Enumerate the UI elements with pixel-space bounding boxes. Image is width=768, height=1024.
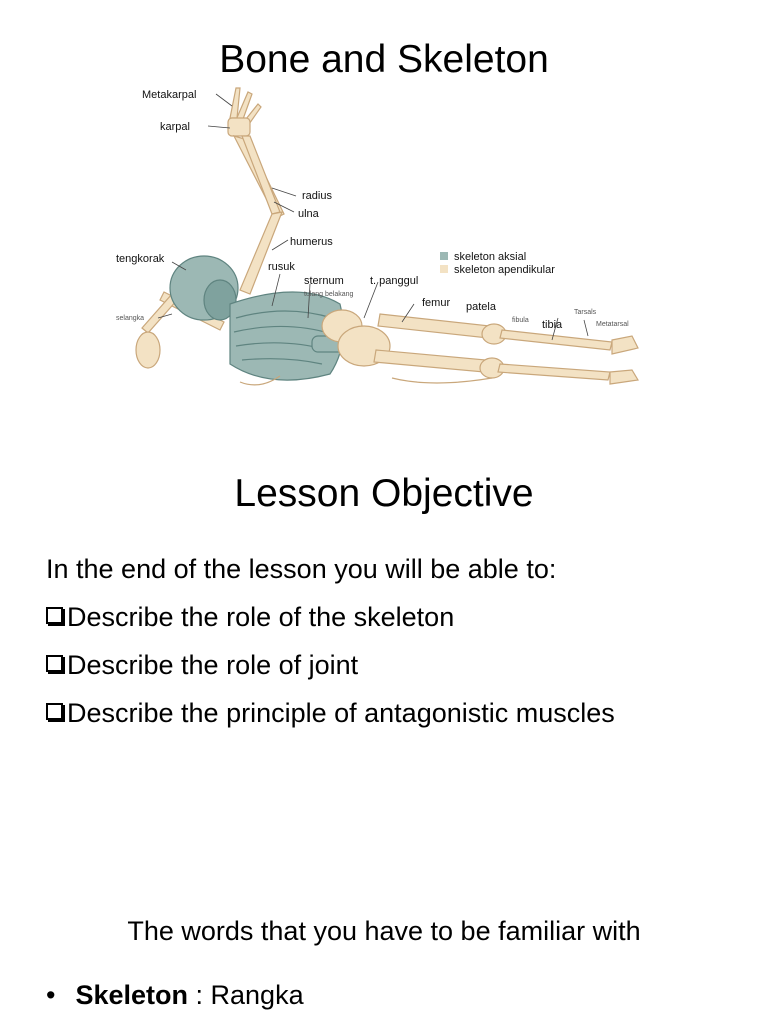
vocabulary-item — [46, 980, 304, 1011]
label-femur: femur — [422, 297, 451, 309]
bullet-icon: • — [46, 980, 56, 1010]
label-tulang-belakang: tulang belakang — [304, 291, 354, 298]
label-tarsals: Tarsals — [574, 309, 597, 316]
legend-swatch-axial — [440, 252, 448, 260]
legend-axial: skeleton aksial — [454, 251, 527, 263]
objective-item-text: Describe the principle of antagonistic muscles — [67, 698, 615, 728]
page-title: Bone and Skeleton — [219, 38, 549, 81]
label-selangka: selangka — [116, 315, 145, 322]
checkbox-square-icon — [46, 703, 63, 720]
label-t-panggul: t. panggul — [370, 275, 419, 287]
checkbox-square-icon — [46, 607, 63, 624]
label-patela: patela — [466, 301, 496, 313]
vocab-term: Skeleton — [75, 980, 188, 1010]
list-item — [46, 593, 746, 641]
label-sternum: sternum — [304, 275, 344, 287]
objective-item-text: Describe the role of the skeleton — [67, 602, 455, 632]
legend-swatch-appendicular — [440, 265, 448, 273]
label-tibia: tibia — [542, 319, 563, 331]
objective-item-text: Describe the role of joint — [67, 650, 359, 680]
label-humerus: humerus — [290, 236, 333, 248]
skeleton-illustration — [112, 78, 642, 398]
label-rusuk: rusuk — [268, 261, 295, 273]
list-item — [46, 689, 746, 737]
label-radius: radius — [302, 190, 332, 202]
label-metatarsal: Metatarsal — [596, 321, 629, 328]
objective-list — [46, 545, 746, 737]
label-karpal: karpal — [160, 121, 190, 133]
label-metakarpal: Metakarpal — [142, 89, 197, 101]
label-fibula: fibula — [512, 317, 529, 324]
vocab-translation: Rangka — [210, 980, 304, 1010]
objective-intro: In the end of the lesson you will be able to: — [46, 554, 557, 584]
label-tengkorak: tengkorak — [116, 253, 165, 265]
checkbox-square-icon — [46, 655, 63, 672]
legend-appendicular: skeleton apendikular — [454, 264, 555, 276]
section-title-objective: Lesson Objective — [234, 472, 534, 515]
list-item — [46, 641, 746, 689]
vocab-separator: : — [188, 980, 211, 1010]
vocabulary-heading: The words that you have to be familiar with — [127, 916, 641, 946]
label-ulna: ulna — [298, 208, 319, 220]
